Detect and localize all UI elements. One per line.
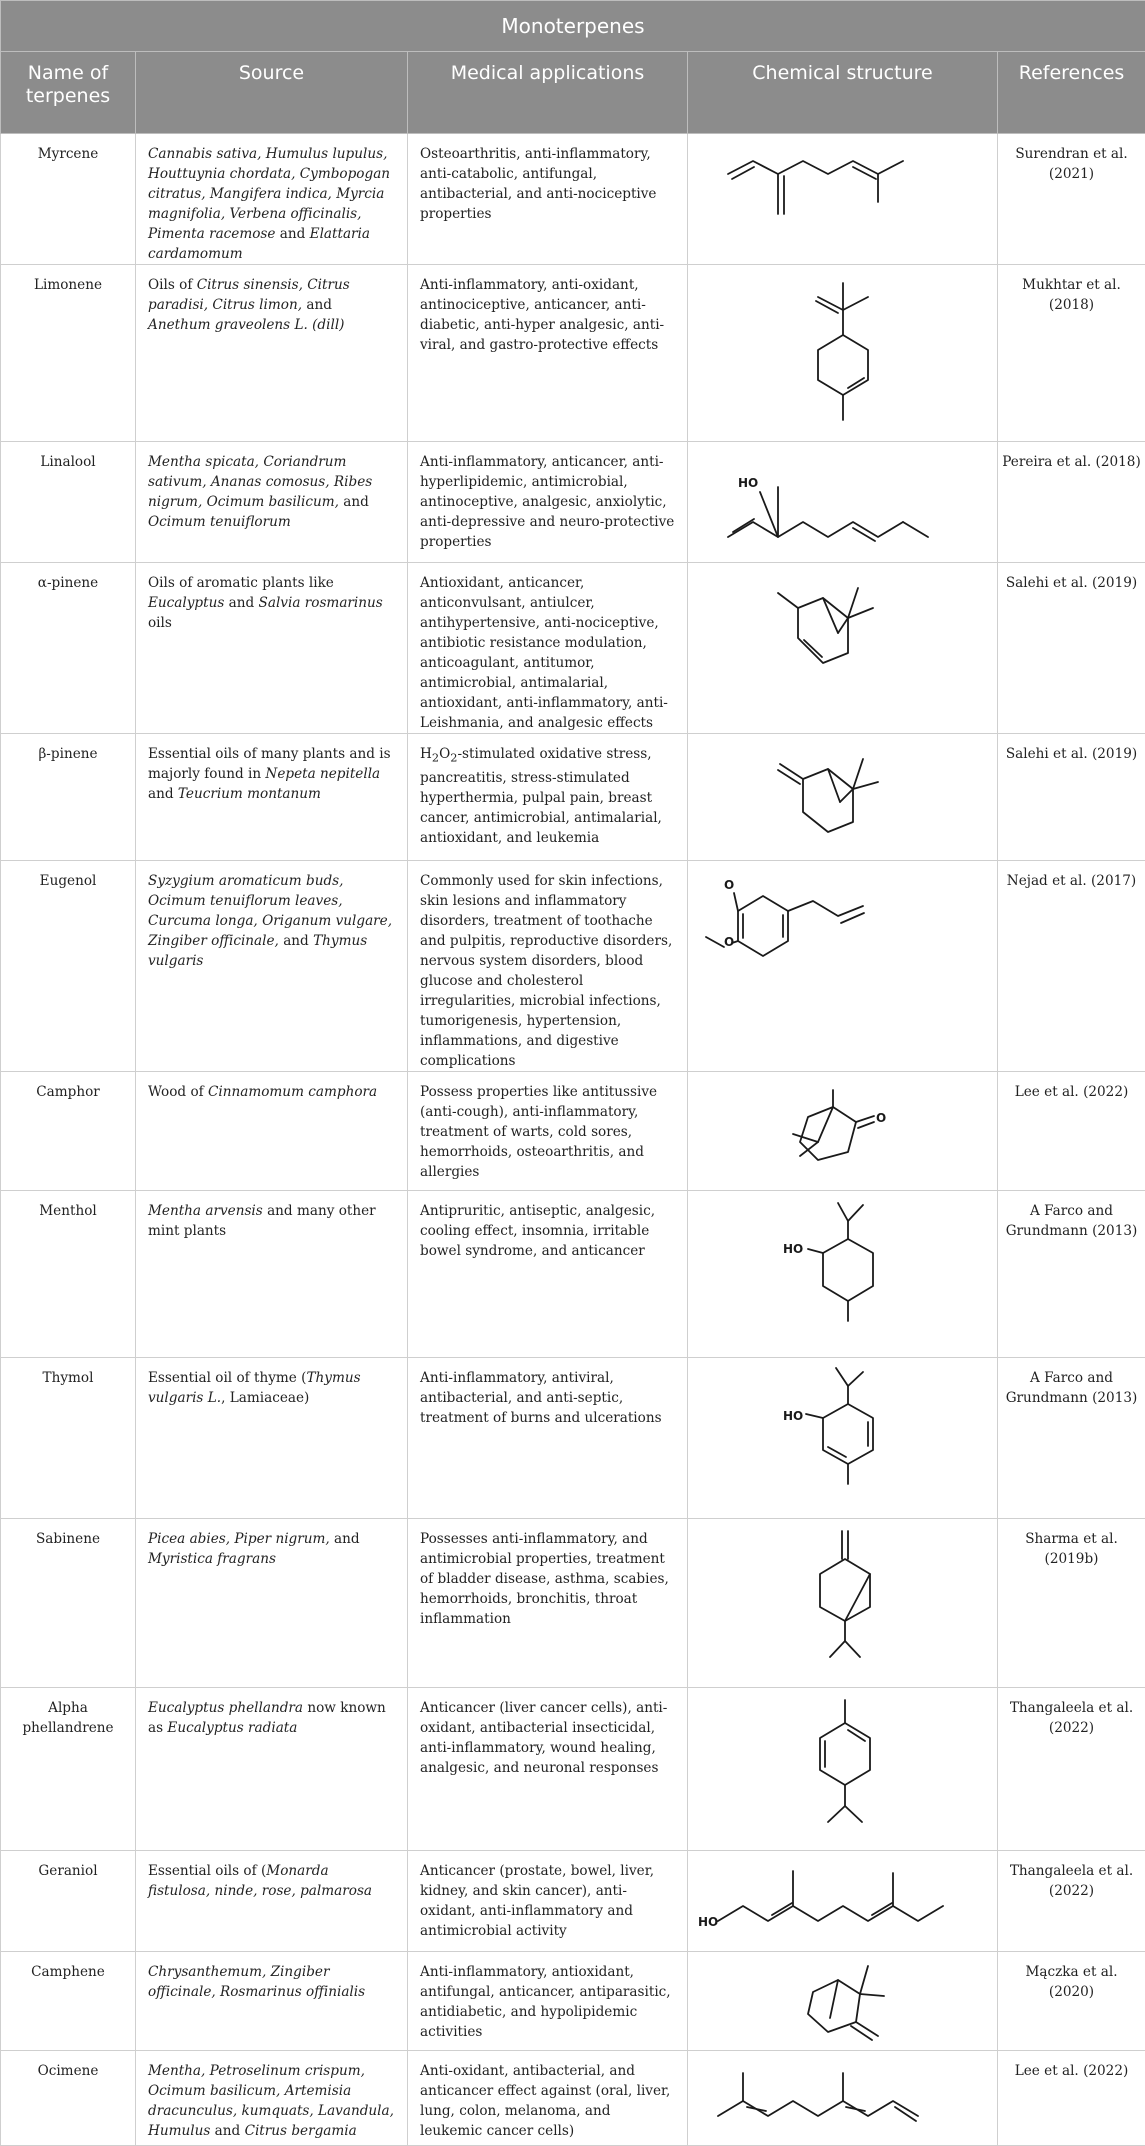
geraniol-ho-label: HO — [698, 1915, 718, 1929]
terpene-name: Alpha phellandrene — [1, 1688, 136, 1851]
terpene-reference: Lee et al. (2022) — [998, 1072, 1145, 1191]
table-row — [1, 442, 1145, 563]
camphor-structure — [688, 1072, 998, 1190]
camphene-structure — [688, 1952, 998, 2050]
linalool-structure — [688, 442, 998, 562]
eugenol-structure — [688, 861, 998, 1061]
table-title: Monoterpenes — [1, 1, 1145, 52]
table-row — [1, 1519, 1145, 1688]
terpene-applications: Possess properties like antitussive (anti-cough), anti-inflammatory, treatment of warts, cold sores, hemorrhoids, osteoarthritis, and allergies — [408, 1072, 688, 1191]
limonene-structure — [688, 265, 998, 441]
header-references: References — [998, 52, 1145, 134]
table-row — [1, 1358, 1145, 1519]
menthol-structure — [688, 1191, 998, 1357]
terpene-name: Eugenol — [1, 861, 136, 1072]
geraniol-structure — [688, 1851, 998, 1951]
terpene-source: Essential oil of thyme (Thymus vulgaris L., Lamiaceae) — [136, 1358, 408, 1519]
terpene-reference: Thangaleela et al. (2022) — [998, 1851, 1145, 1952]
table-row — [1, 1851, 1145, 1952]
sabinene-structure — [688, 1519, 998, 1687]
chemical-structure — [688, 1519, 998, 1688]
beta-pinene-structure — [688, 734, 998, 860]
terpene-reference: Pereira et al. (2018) — [998, 442, 1145, 563]
terpene-source: Eucalyptus phellandra now known as Eucalyptus radiata — [136, 1688, 408, 1851]
terpene-applications: Possesses anti-inflammatory, and antimicrobial properties, treatment of bladder disease, asthma, scabies, hemorrhoids, bronchitis, throat inflammation — [408, 1519, 688, 1688]
terpene-source: Mentha spicata, Coriandrum sativum, Ananas comosus, Ribes nigrum, Ocimum basilicum, and Ocimum tenuiflorum — [136, 442, 408, 563]
chemical-structure — [688, 265, 998, 442]
table-row — [1, 1952, 1145, 2051]
terpene-source: Oils of aromatic plants like Eucalyptus and Salvia rosmarinus oils — [136, 563, 408, 734]
header-structure: Chemical structure — [688, 52, 998, 134]
terpene-applications: Anti-inflammatory, anticancer, anti-hyperlipidemic, antimicrobial, antinoceptive, analgesic, anxiolytic, anti-depressive and neuro-protective properties — [408, 442, 688, 563]
ocimene-structure — [688, 2051, 998, 2145]
myrcene-structure — [688, 134, 998, 254]
chemical-structure — [688, 1851, 998, 1952]
camphor-o-label: O — [876, 1111, 886, 1125]
chemical-structure — [688, 2051, 998, 2146]
terpene-applications: Anti-inflammatory, antiviral, antibacterial, and anti-septic, treatment of burns and ulcerations — [408, 1358, 688, 1519]
terpene-applications: Anti-inflammatory, anti-oxidant, antinociceptive, anticancer, anti-diabetic, anti-hyper analgesic, anti-viral, and gastro-protective effects — [408, 265, 688, 442]
terpene-source: Picea abies, Piper nigrum, and Myristica fragrans — [136, 1519, 408, 1688]
header-source: Source — [136, 52, 408, 134]
chemical-structure — [688, 861, 998, 1072]
chemical-structure — [688, 1358, 998, 1519]
table-row — [1, 2051, 1145, 2146]
terpene-name: β-pinene — [1, 734, 136, 861]
terpene-applications: Antipruritic, antiseptic, analgesic, cooling effect, insomnia, irritable bowel syndrome, and anticancer — [408, 1191, 688, 1358]
terpene-name: Sabinene — [1, 1519, 136, 1688]
linalool-ho-label: HO — [738, 476, 758, 490]
chemical-structure — [688, 734, 998, 861]
table-row — [1, 861, 1145, 1072]
terpene-source: Mentha arvensis and many other mint plants — [136, 1191, 408, 1358]
terpene-reference: Mączka et al. (2020) — [998, 1952, 1145, 2051]
thymol-ho-label: HO — [783, 1409, 803, 1423]
table-row — [1, 1072, 1145, 1191]
terpene-name: Thymol — [1, 1358, 136, 1519]
chemical-structure — [688, 1952, 998, 2051]
terpene-applications: Anti-oxidant, antibacterial, and anticancer effect against (oral, liver, lung, colon, melanoma, and leukemic cancer cells) — [408, 2051, 688, 2146]
menthol-ho-label: HO — [783, 1242, 803, 1256]
chemical-structure — [688, 563, 998, 734]
terpene-name: α-pinene — [1, 563, 136, 734]
terpene-source: Chrysanthemum, Zingiber officinale, Rosmarinus offinialis — [136, 1952, 408, 2051]
terpene-source: Cannabis sativa, Humulus lupulus, Houttuynia chordata, Cymbopogan citratus, Mangifera indica, Myrcia magnifolia, Verbena officinalis, Pimenta racemose and Elattaria cardamomum — [136, 134, 408, 265]
terpene-name: Camphor — [1, 1072, 136, 1191]
chemical-structure — [688, 1191, 998, 1358]
eugenol-ome-label: O — [724, 935, 734, 949]
terpene-reference: Mukhtar et al. (2018) — [998, 265, 1145, 442]
terpene-source: Essential oils of (Monarda fistulosa, ninde, rose, palmarosa — [136, 1851, 408, 1952]
terpene-reference: Surendran et al. (2021) — [998, 134, 1145, 265]
terpene-applications: Anticancer (liver cancer cells), anti-oxidant, antibacterial insecticidal, anti-inflammatory, wound healing, analgesic, and neuronal responses — [408, 1688, 688, 1851]
table-row — [1, 563, 1145, 734]
table-row — [1, 134, 1145, 265]
terpene-source: Essential oils of many plants and is majorly found in Nepeta nepitella and Teucrium montanum — [136, 734, 408, 861]
terpene-source: Oils of Citrus sinensis, Citrus paradisi, Citrus limon, and Anethum graveolens L. (dill) — [136, 265, 408, 442]
table-row — [1, 1191, 1145, 1358]
terpene-reference: Thangaleela et al. (2022) — [998, 1688, 1145, 1851]
chemical-structure — [688, 1688, 998, 1851]
terpene-reference: Lee et al. (2022) — [998, 2051, 1145, 2146]
terpene-applications: Osteoarthritis, anti-inflammatory, anti-catabolic, antifungal, antibacterial, and anti-nociceptive properties — [408, 134, 688, 265]
thymol-structure — [688, 1358, 998, 1518]
terpene-name: Linalool — [1, 442, 136, 563]
terpene-reference: Salehi et al. (2019) — [998, 734, 1145, 861]
eugenol-oh-label: O — [724, 878, 734, 892]
terpene-source: Syzygium aromaticum buds, Ocimum tenuiflorum leaves, Curcuma longa, Origanum vulgare, Zingiber officinale, and Thymus vulgaris — [136, 861, 408, 1072]
header-name: Name of terpenes — [1, 52, 136, 134]
terpene-name: Myrcene — [1, 134, 136, 265]
terpene-reference: Sharma et al. (2019b) — [998, 1519, 1145, 1688]
terpene-source: Wood of Cinnamomum camphora — [136, 1072, 408, 1191]
terpene-name: Menthol — [1, 1191, 136, 1358]
terpene-reference: Salehi et al. (2019) — [998, 563, 1145, 734]
table-row — [1, 265, 1145, 442]
chemical-structure — [688, 1072, 998, 1191]
table-row — [1, 734, 1145, 861]
chemical-structure — [688, 442, 998, 563]
chemical-structure — [688, 134, 998, 265]
terpene-applications: Commonly used for skin infections, skin lesions and inflammatory disorders, treatment of toothache and pulpitis, reproductive disorders, nervous system disorders, blood glucose and cholesterol irregularities, microbial infections, tumorigenesis, hypertension, inflammations, and digestive complications — [408, 861, 688, 1072]
terpene-reference: A Farco and Grundmann (2013) — [998, 1191, 1145, 1358]
header-applications: Medical applications — [408, 52, 688, 134]
terpene-name: Camphene — [1, 1952, 136, 2051]
alpha-phellandrene-structure — [688, 1688, 998, 1850]
terpene-reference: Nejad et al. (2017) — [998, 861, 1145, 1072]
terpene-source: Mentha, Petroselinum crispum, Ocimum basilicum, Artemisia dracunculus, kumquats, Lavandula, Humulus and Citrus bergamia — [136, 2051, 408, 2146]
terpene-name: Limonene — [1, 265, 136, 442]
terpene-name: Ocimene — [1, 2051, 136, 2146]
terpene-applications: $H_2O_2$-stimulated oxidative stress, pancreatitis, stress-stimulated hyperthermia, pulpal pain, breast cancer, antimicrobial, antimalarial, antioxidant, and leukemia — [408, 734, 688, 861]
table-row — [1, 1688, 1145, 1851]
terpene-reference: A Farco and Grundmann (2013) — [998, 1358, 1145, 1519]
terpene-name: Geraniol — [1, 1851, 136, 1952]
terpene-applications: Anticancer (prostate, bowel, liver, kidney, and skin cancer), anti-oxidant, anti-inflammatory and antimicrobial activity — [408, 1851, 688, 1952]
alpha-pinene-structure — [688, 563, 998, 723]
terpene-applications: Anti-inflammatory, antioxidant, antifungal, anticancer, antiparasitic, antidiabetic, and hypolipidemic activities — [408, 1952, 688, 2051]
terpene-applications: Antioxidant, anticancer, anticonvulsant, antiulcer, antihypertensive, anti-nociceptive, antibiotic resistance modulation, anticoagulant, antitumor, antimicrobial, antimalarial, antioxidant, anti-inflammatory, anti-Leishmania, and analgesic effects — [408, 563, 688, 734]
